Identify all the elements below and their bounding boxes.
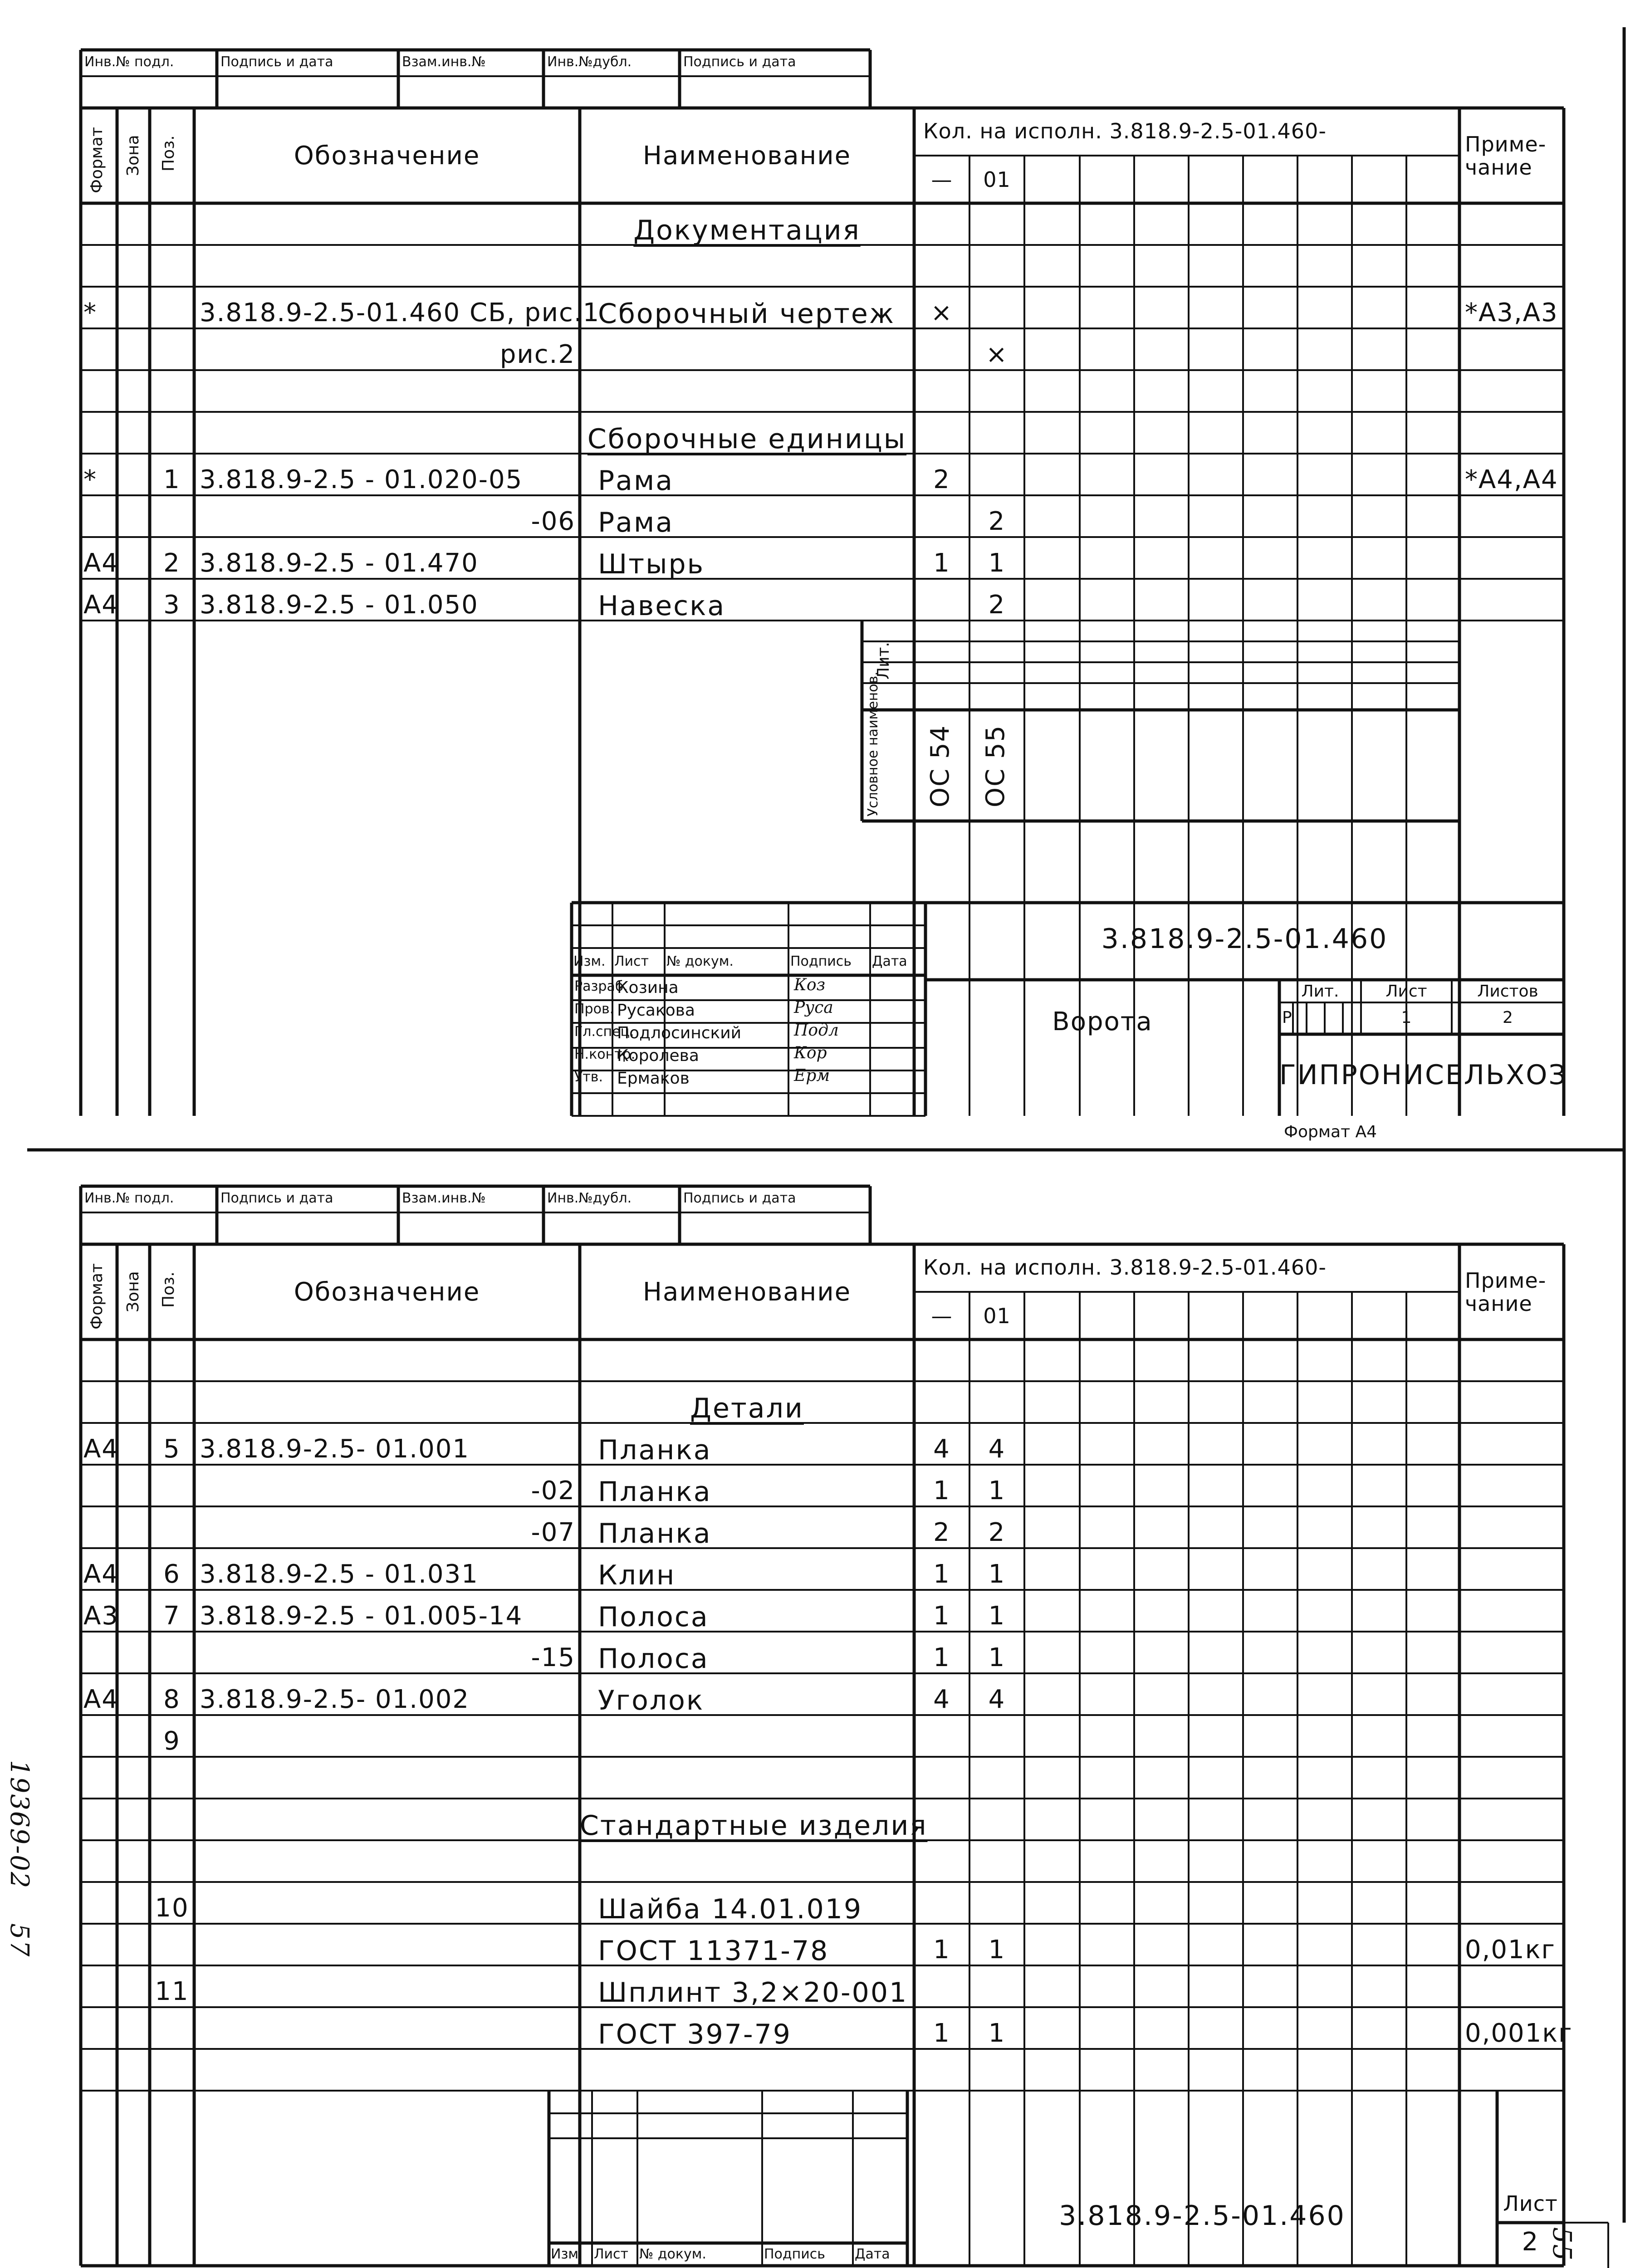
person-role: Утв. [574,1069,603,1085]
qty-cell: 1 [988,1476,1006,1505]
stamp-header: Подпись и дата [683,1190,796,1206]
name-cell: Рама [598,507,674,538]
format-cell: А4 [83,1559,119,1589]
header-designation: Обозначение [294,1277,480,1307]
page-number-left: 57 [5,1923,34,1958]
header-designation: Обозначение [294,141,480,171]
name-cell: Полоса [598,1601,709,1633]
lit-label: Лит. [874,642,893,679]
header-name: Наименование [642,1277,852,1307]
qty-cell: 1 [933,1559,950,1589]
stamp-header: Инв.№дубл. [547,1190,632,1206]
format-cell: А4 [83,1685,119,1714]
position-cell: 7 [163,1601,181,1631]
header-qty-col: 01 [983,167,1011,192]
qty-cell: × [986,340,1008,369]
stamp-header: Инв.№дубл. [547,54,632,70]
format-label: Формат А4 [1284,1123,1377,1141]
position-cell: 8 [163,1685,181,1714]
lit-header: Лит. [1301,982,1339,1001]
conditional-label: Условное наименов. [865,671,881,816]
header-format: Формат [88,127,106,193]
qty-cell: 1 [988,1935,1006,1965]
header-zone: Зона [124,1271,142,1312]
name-cell: ГОСТ 11371-78 [598,1935,829,1967]
position-cell: 5 [163,1434,181,1464]
qty-cell: 1 [933,1476,950,1505]
qty-cell: 1 [933,1601,950,1631]
title-header: Дата [855,2246,890,2262]
header-qty-col: — [931,1304,953,1328]
position-cell: 11 [155,1977,189,2006]
header-format: Формат [88,1263,106,1330]
qty-cell: 4 [988,1434,1006,1464]
lit-header: Лист [1386,982,1427,1001]
header-qty-col: 01 [983,1304,1011,1328]
designation-cell: 3.818.9-2.5 - 01.050 [200,590,479,620]
qty-cell: 2 [988,590,1006,620]
qty-cell: 1 [988,1601,1006,1631]
qty-cell: 1 [933,2019,950,2048]
position-cell: 6 [163,1559,181,1589]
lit-header: Листов [1477,982,1538,1001]
lit-value: Р [1282,1008,1292,1027]
position-cell: 1 [163,465,181,494]
organization: ГИПРОНИСЕЛЬХОЗ [1279,1059,1567,1091]
designation-cell: 3.818.9-2.5 - 01.031 [200,1559,479,1589]
header-pos: Поз. [159,135,178,171]
note-cell: *А4,А4 [1465,465,1558,494]
header-note: Приме-чание [1465,132,1547,180]
format-cell: * [83,465,97,494]
person-role: Н.контр. [574,1046,636,1062]
person-name: Ермаков [617,1069,690,1088]
header-qty-col: — [931,167,953,192]
person-name: Козина [617,978,679,997]
title-header: Изм. [573,953,606,969]
position-cell: 9 [163,1726,181,1756]
person-role: Гл.спец. [574,1024,634,1040]
header-qty-title: Кол. на исполн. 3.818.9-2.5-01.460- [923,1255,1327,1280]
title-header: Дата [872,953,907,969]
format-cell: А4 [83,1434,119,1464]
designation-cell: 3.818.9-2.5 - 01.005-14 [200,1601,523,1631]
name-cell: Полоса [598,1643,709,1675]
stamp-header: Подпись и дата [220,1190,333,1206]
note-cell: 0,001кг [1465,2019,1573,2048]
stamp-header: Подпись и дата [683,54,796,70]
qty-cell: 2 [933,465,950,494]
signature: Руса [794,998,833,1017]
signature: Подл [794,1021,839,1040]
position-cell: 10 [155,1893,189,1923]
title-header: Изм. [551,2246,583,2262]
conditional-value: ОС 54 [925,724,955,807]
title-header: Подпись [790,953,852,969]
sheet-number: 1 [1401,1008,1412,1027]
name-cell: Сборочный чертеж [598,298,895,330]
page-number-right: 55 [1547,2227,1576,2262]
title-header: № докум. [666,953,734,969]
format-cell: * [83,298,97,327]
title-header: Лист [614,953,649,969]
designation-cell: -02 [531,1476,575,1505]
name-cell: Шайба 14.01.019 [598,1893,863,1925]
qty-cell: 1 [988,1643,1006,1672]
person-role: Пров. [574,1001,614,1017]
qty-cell: 2 [933,1518,950,1547]
signature: Кор [794,1044,827,1062]
sheet-label: Лист [1503,2191,1558,2216]
conditional-value: ОС 55 [981,724,1010,807]
designation-cell: -07 [531,1518,575,1547]
designation-code: 3.818.9-2.5-01.460 [1101,923,1388,955]
name-cell: Навеска [598,590,726,622]
header-zone: Зона [124,135,142,176]
sheet-number: 2 [1522,2227,1539,2257]
name-cell: Планка [598,1476,712,1508]
section-heading: Детали [690,1393,804,1424]
sheet-count: 2 [1503,1008,1513,1027]
header-note: Приме-чание [1465,1268,1547,1316]
format-cell: А3 [83,1601,119,1631]
qty-cell: 1 [933,548,950,578]
person-role: Разраб. [574,978,628,994]
header-name: Наименование [642,141,852,171]
stamp-header: Взам.инв.№ [402,54,486,70]
designation-cell: рис.2 [499,340,575,369]
position-cell: 3 [163,590,181,620]
qty-cell: 2 [988,1518,1006,1547]
name-cell: Планка [598,1518,712,1549]
format-cell: А4 [83,590,119,620]
section-heading: Документация [633,215,861,246]
qty-cell: 4 [933,1685,950,1714]
stamp-header: Инв.№ подл. [84,54,174,70]
header-qty-title: Кол. на исполн. 3.818.9-2.5-01.460- [923,119,1327,143]
name-cell: Шплинт 3,2×20-001 [598,1977,908,2009]
qty-cell: 4 [933,1434,950,1464]
signature: Коз [794,976,826,994]
name-cell: Клин [598,1559,676,1591]
qty-cell: 1 [933,1935,950,1965]
name-cell: Планка [598,1434,712,1466]
designation-code: 3.818.9-2.5-01.460 [1059,2200,1346,2232]
format-cell: А4 [83,548,119,578]
designation-cell: 3.818.9-2.5 - 01.020-05 [200,465,523,494]
designation-cell: 3.818.9-2.5- 01.001 [200,1434,470,1464]
person-name: Русакова [617,1001,695,1020]
header-pos: Поз. [159,1271,178,1308]
name-cell: Штырь [598,548,705,580]
stamp-header: Подпись и дата [220,54,333,70]
qty-cell: × [930,298,953,327]
qty-cell: 1 [988,2019,1006,2048]
section-heading: Сборочные единицы [587,423,907,455]
name-cell: Рама [598,465,674,497]
qty-cell: 1 [933,1643,950,1672]
name-cell: ГОСТ 397-79 [598,2019,792,2050]
signature: Ерм [794,1066,830,1085]
designation-cell: 3.818.9-2.5-01.460 СБ, рис.1 [200,298,600,327]
section-heading: Стандартные изделия [580,1810,928,1842]
qty-cell: 4 [988,1685,1006,1714]
title-header: Подпись [764,2246,825,2262]
qty-cell: 2 [988,507,1006,536]
designation-cell: -15 [531,1643,575,1672]
designation-cell: 3.818.9-2.5- 01.002 [200,1685,470,1714]
person-name: Королева [617,1046,699,1065]
stamp-header: Взам.инв.№ [402,1190,486,1206]
designation-cell: -06 [531,507,575,536]
note-cell: 0,01кг [1465,1935,1556,1965]
title-header: Лист [594,2246,629,2262]
note-cell: *А3,А3 [1465,298,1558,327]
archive-number: 19369-02 [5,1760,34,1889]
qty-cell: 1 [988,1559,1006,1589]
stamp-header: Инв.№ подл. [84,1190,174,1206]
position-cell: 2 [163,548,181,578]
qty-cell: 1 [988,548,1006,578]
name-cell: Уголок [598,1685,705,1716]
person-name: Подлосинский [617,1024,742,1042]
title-header: № докум. [639,2246,706,2262]
product-name: Ворота [1052,1007,1153,1036]
designation-cell: 3.818.9-2.5 - 01.470 [200,548,479,578]
